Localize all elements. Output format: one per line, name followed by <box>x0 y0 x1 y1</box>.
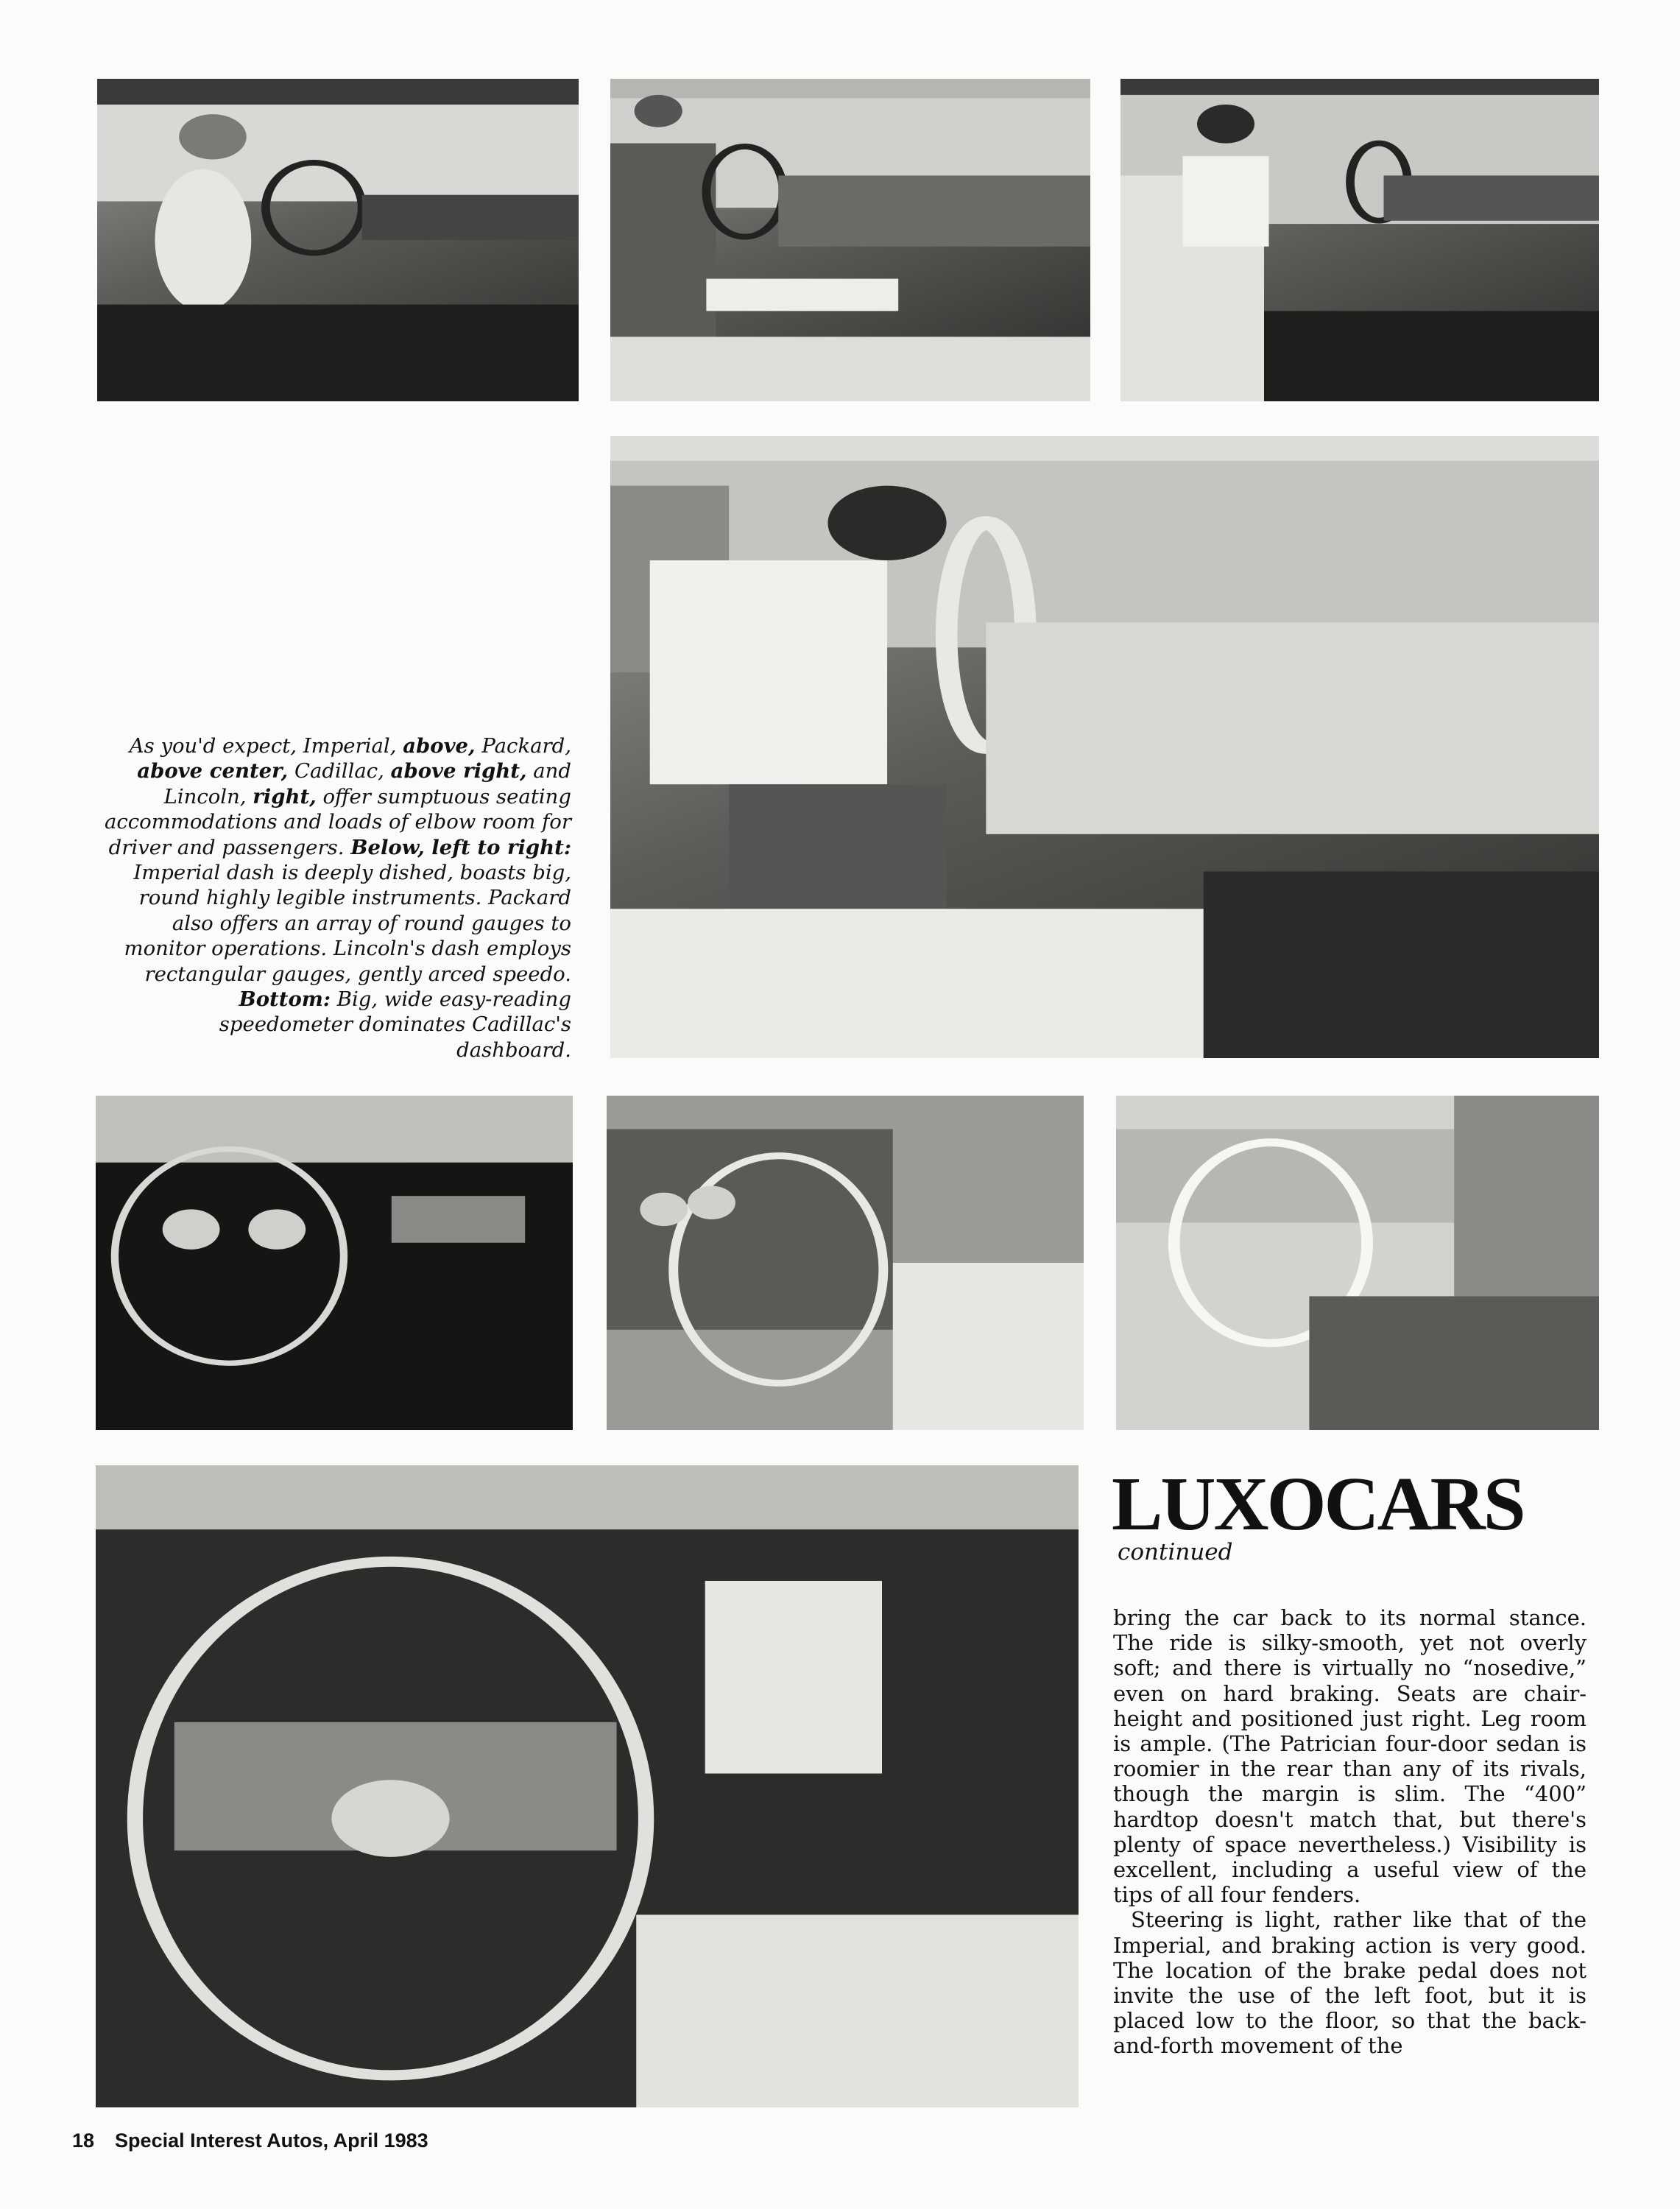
photo-cadillac-interior <box>1120 79 1599 401</box>
photo-packard-interior <box>610 79 1090 401</box>
photo-imperial-dash <box>96 1096 573 1430</box>
article-title: LUXOCARS <box>1112 1462 1524 1546</box>
photo-caption: As you'd expect, Imperial, above, Packard, above center, Cadillac, above right, and Lincoln, right, offer sumptuous seating accommodations and loads of elbow room for driver and passengers. Below, left to right: Imperial dash is deeply dished, boasts big, round highly legible instruments. Packard also offers an array of round gauges to monitor operations. Lincoln's dash employs rectangular gauges, gently arced speedo. Bottom: Big, wide easy-reading speedometer dominates Cadillac's dashboard. <box>104 734 571 1062</box>
article-body <box>1113 1605 1587 2059</box>
article-paragraph: Steering is light, rather like that of the Imperial, and braking action is very good. The location of the brake pedal does not invite the use of the left foot, but it is placed low to the floor, so that the back-and-forth movement of the <box>1113 1907 1587 2059</box>
photo-cadillac-dash <box>96 1465 1079 2107</box>
page-footer <box>72 2129 428 2152</box>
article-paragraph: bring the car back to its normal stance. The ride is silky-smooth, yet not overly soft; and there is virtually no “nosedive,” even on hard braking. Seats are chair-height and positioned just right. Leg room is ample. (The Patrician four-door sedan is roomier in the rear than any of its rivals, though the margin is slim. The “400” hardtop doesn't match that, but there's plenty of space nevertheless.) Visibility is excellent, including a useful view of the tips of all four fenders. <box>1113 1605 1587 1908</box>
photo-packard-dash <box>607 1096 1084 1430</box>
photo-lincoln-dash <box>1116 1096 1599 1430</box>
publication-name: Special Interest Autos, April 1983 <box>115 2129 428 2152</box>
photo-imperial-interior <box>97 79 579 401</box>
page-number: 18 <box>72 2129 95 2152</box>
photo-lincoln-interior <box>610 436 1599 1058</box>
continued-label: continued <box>1118 1539 1233 1565</box>
